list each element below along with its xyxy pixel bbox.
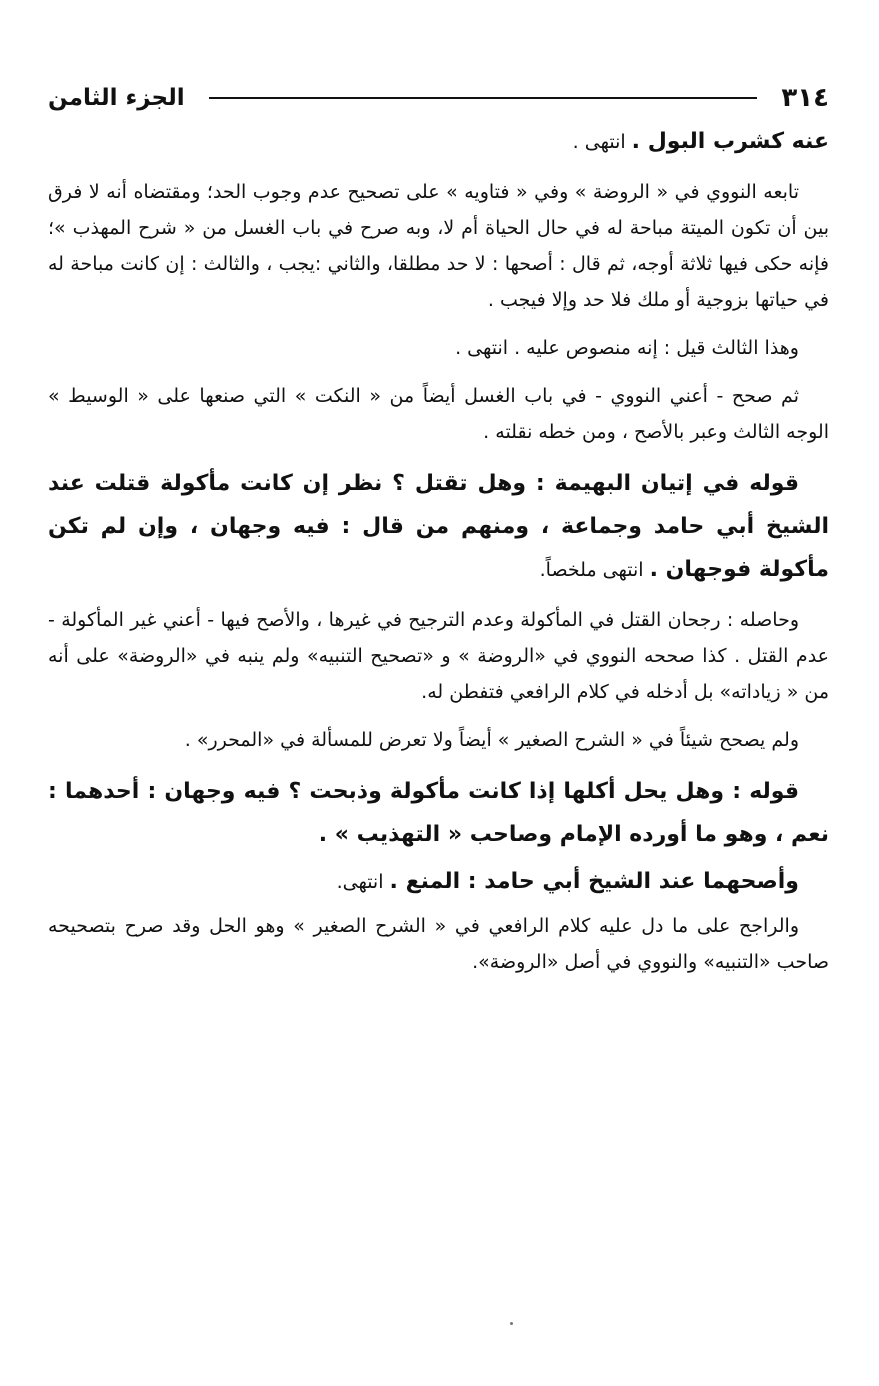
quote-tail: انتهى. — [336, 871, 390, 893]
bold-quote: قوله : وهل يحل أكلها إذا كانت مأكولة وذبحت ؟ فيه وجهان : أحدهما : نعم ، وهو ما أورده الإمام وصاحب « التهذيب » . — [48, 779, 829, 847]
paragraph-4: ثم صحح - أعني النووي - في باب الغسل أيضاً من « النكت » التي صنعها على « الوسيط » الوجه الثالث وعبر بالأصح ، ومن خطه نقلته . — [48, 385, 829, 443]
page-number: ٣١٤ — [781, 83, 829, 113]
page-body — [48, 124, 829, 980]
paragraph-3: وهذا الثالث قيل : إنه منصوص عليه . انتهى . — [455, 337, 799, 359]
bold-quote: قوله في إتيان البهيمة : وهل تقتل ؟ نظر إن كانت مأكولة قتلت عند الشيخ أبي حامد وجماعة ، ومنهم من قال : فيه وجهان ، وإن لم تكن مأكولة فوجهان . — [48, 471, 829, 582]
paragraph-7: ولم يصحح شيئاً في « الشرح الصغير » أيضاً ولا تعرض للمسألة في «المحرر» . — [184, 729, 799, 751]
paragraph-2: تابعه النووي في « الروضة » وفي « فتاويه » على تصحيح عدم وجوب الحد؛ ومقتضاه أنه لا فرق بين أن تكون الميتة مباحة له في حال الحياة أم لا، وبه صرح في باب الغسل من « شرح المهذب »؛ فإنه حكى فيها ثلاثة أوجه، ثم قال : أصحها : لا حد مطلقا، والثاني :يجب ، والثالث : إن كانت مباحة له في حياتها بزوجية أو ملك فلا حد وإلا فيجب . — [48, 181, 829, 311]
header-rule — [209, 97, 758, 99]
section-title: الجزء الثامن — [48, 85, 185, 111]
bold-quote: وأصحهما عند الشيخ أبي حامد : المنع . — [389, 869, 799, 894]
quote-tail: انتهى . — [572, 131, 632, 153]
paragraph-8 — [48, 770, 829, 856]
speck-mark — [510, 1322, 513, 1325]
paragraph-5 — [48, 462, 829, 592]
paragraph-10: والراجح على ما دل عليه كلام الرافعي في « الشرح الصغير » وهو الحل وقد صرح بتصحيحه صاحب «التنبيه» والنووي في أصل «الروضة». — [48, 915, 829, 973]
quote-tail: انتهى ملخصاً. — [539, 559, 650, 581]
running-header — [48, 78, 829, 118]
paragraph-1 — [48, 124, 829, 160]
paragraph-6: وحاصله : رجحان القتل في المأكولة وعدم الترجيح في غيرها ، والأصح فيها - أعني غير المأكولة - عدم القتل . كذا صححه النووي في «الروضة » و «تصحيح التنبيه» ولم ينبه في «الروضة» على أنه من « زياداته» بل أدخله في كلام الرافعي فتفطن له. — [48, 609, 829, 703]
paragraph-9 — [48, 860, 829, 904]
bold-quote: عنه كشرب البول . — [631, 129, 829, 154]
